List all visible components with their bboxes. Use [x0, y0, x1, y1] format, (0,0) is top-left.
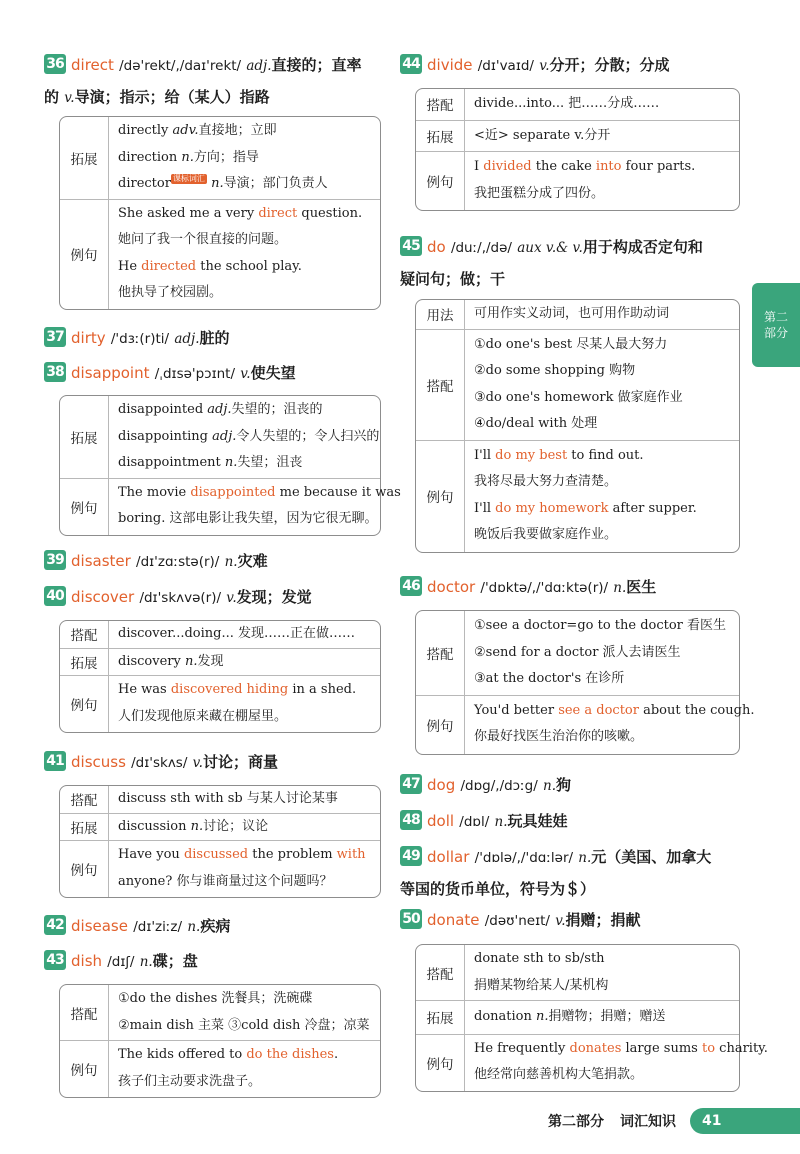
list-item: [118, 118, 371, 145]
meaning: 用于构成否定句和: [582, 238, 703, 256]
collocation: ④do/deal with 处理: [474, 416, 598, 431]
list-item: disappointment n.失望；沮丧: [118, 455, 303, 470]
collocation: ③at the doctor's 在诊所: [474, 671, 625, 686]
example-sentence: He directed the school play.: [118, 258, 302, 274]
row-label: 搭配: [416, 89, 465, 120]
side-tab-line: 第二: [763, 310, 788, 324]
entry-dollar: [400, 842, 740, 905]
entry-dish: [44, 946, 381, 978]
phonetic: /ˌdɪsə'pɔɪnt/: [154, 366, 236, 382]
headword: do: [427, 238, 446, 256]
meaning: 灾难: [237, 552, 268, 570]
highlight: divided: [483, 159, 532, 174]
entry-heading-cont: [44, 82, 381, 114]
entry-disappoint: [44, 358, 381, 390]
entry-heading: [44, 50, 381, 82]
table-row: [416, 695, 755, 754]
entry-table: [59, 395, 401, 536]
part-of-speech: n.: [224, 554, 238, 570]
row-label: 搭配: [416, 330, 465, 440]
meaning: 医生: [626, 578, 657, 596]
row-label: 例句: [60, 200, 109, 309]
entry-table: [415, 610, 755, 755]
table-row: [60, 478, 401, 535]
entry-doctor: [400, 572, 740, 604]
row-label: 拓展: [60, 117, 109, 199]
entry-number: 49: [400, 846, 422, 866]
headword: donate: [427, 911, 480, 929]
collocation: donate sth to sb/sth: [474, 951, 605, 966]
highlight: disappointed: [190, 484, 276, 500]
entry-discuss: [44, 747, 381, 779]
list-item: discussion n.讨论；议论: [118, 818, 269, 834]
collocation: 捐赠某物给某人/某机构: [474, 977, 609, 993]
entry-heading: [400, 806, 740, 838]
collocation: ①do one's best 尽某人最大努力: [474, 336, 668, 352]
meaning: 狗: [556, 776, 572, 794]
table-row: [60, 1040, 380, 1097]
example-sentence: He was discovered hiding in a shed.: [118, 682, 357, 697]
example-translation: 他执导了校园剧。: [118, 285, 223, 300]
list-item: disappointed adj.失望的；沮丧的: [118, 402, 323, 417]
entry-table: [59, 116, 381, 310]
entry-number: 48: [400, 810, 422, 830]
table-row: [60, 675, 380, 732]
entry-dirty: [44, 323, 381, 355]
meaning: 脏的: [199, 329, 230, 347]
collocation: discover...doing... 发现……正在做……: [118, 626, 356, 641]
part-of-speech: v.: [555, 913, 566, 929]
part-of-speech: aux v.& v.: [517, 240, 583, 256]
meaning: 导演；指示；给（某人）指路: [74, 88, 270, 106]
row-label: 例句: [416, 441, 465, 552]
entry-number: 37: [44, 327, 66, 347]
part-of-speech: v.: [539, 58, 550, 74]
entry-number: 41: [44, 751, 66, 771]
section-side-tab: [752, 283, 800, 367]
word: directly: [118, 123, 169, 138]
entry-heading: [400, 232, 740, 264]
phonetic: /dɪ'skʌvə(r)/: [139, 590, 222, 606]
highlight: into: [595, 159, 622, 174]
entry-heading: [44, 946, 381, 978]
example-sentence: I'll do my best to find out.: [474, 447, 644, 463]
table-row: [416, 300, 739, 329]
highlight: discovered hiding: [170, 682, 289, 697]
entry-heading: [400, 572, 740, 604]
part-of-speech: n.: [139, 954, 153, 970]
list-item: disappointing adj.令人失望的；令人扫兴的: [118, 428, 380, 444]
headword: divide: [427, 56, 473, 74]
phonetic: /'dɒktə/,/'dɑːktə(r)/: [480, 580, 609, 596]
entry-heading: [400, 842, 740, 874]
table-row: [416, 120, 739, 152]
part-of-speech: n.: [187, 919, 201, 935]
meaning: 导演；部门负责人: [223, 176, 328, 191]
row-label: 拓展: [60, 649, 109, 676]
example-sentence: He frequently donates large sums to charity.: [474, 1040, 768, 1056]
headword: dog: [427, 776, 456, 794]
entry-table: [415, 299, 740, 553]
synonym: <近> separate v.分开: [474, 127, 611, 143]
collocation: ②main dish 主菜 ③cold dish 冷盘；凉菜: [118, 1017, 370, 1033]
headword: dish: [71, 952, 103, 970]
meaning: 分开；分散；分成: [549, 56, 670, 74]
collocation: divide...into... 把……分成……: [474, 96, 660, 111]
row-label: 例句: [416, 696, 465, 754]
phonetic: /dɪ'ziːz/: [133, 919, 183, 935]
table-row: [416, 1034, 768, 1091]
headword: disaster: [71, 552, 131, 570]
headword: doll: [427, 812, 455, 830]
entry-heading: [44, 747, 381, 779]
example-sentence: anyone? 你与谁商量过这个问题吗？: [118, 873, 333, 889]
collocation: ①see a doctor=go to the doctor 看医生: [474, 618, 727, 633]
part-of-speech: v.: [240, 366, 251, 382]
meaning: 疾病: [200, 917, 231, 935]
phonetic: /də'rekt/,/daɪ'rekt/: [119, 58, 242, 74]
example-sentence: I divided the cake into four parts.: [474, 159, 696, 174]
table-row: [60, 786, 380, 813]
table-row: [416, 945, 739, 1000]
entry-number: 45: [400, 236, 422, 256]
phonetic: /dɪ'zɑːstə(r)/: [136, 554, 220, 570]
table-row: [60, 813, 380, 841]
word: director: [118, 176, 171, 191]
table-row: [60, 648, 380, 676]
row-label: 例句: [60, 841, 109, 897]
example-translation: 晚饭后我要做家庭作业。: [474, 527, 618, 542]
row-label: 例句: [60, 1041, 109, 1097]
headword: dirty: [71, 329, 106, 347]
row-label: 用法: [416, 300, 465, 329]
table-row: [60, 199, 380, 309]
entry-dog: [400, 770, 740, 802]
meaning: 使失望: [250, 364, 296, 382]
row-label: 例句: [416, 152, 465, 210]
collocation: ①do the dishes 洗餐具；洗碗碟: [118, 991, 313, 1006]
entry-heading: [44, 546, 381, 578]
entry-table: [59, 984, 381, 1098]
meaning: 等国的货币单位，符号为＄）: [400, 880, 596, 898]
meaning: 直接的；直率: [271, 56, 362, 74]
row-label: 搭配: [416, 611, 465, 695]
entry-heading: [44, 358, 381, 390]
entry-table: [59, 620, 381, 733]
row-label: 搭配: [60, 985, 109, 1040]
entry-donate: [400, 905, 740, 937]
meaning: 讨论；商量: [202, 753, 278, 771]
example-sentence: Have you discussed the problem with: [118, 847, 366, 862]
row-label: 拓展: [60, 814, 109, 841]
meaning: 发现；发觉: [236, 588, 312, 606]
entry-discover: [44, 582, 381, 614]
entry-number: 40: [44, 586, 66, 606]
example-sentence: She asked me a very direct question.: [118, 205, 363, 221]
table-row: [416, 1000, 739, 1034]
side-tab-line: 部分: [763, 326, 788, 340]
example-translation: 人们发现他原来藏在棚屋里。: [118, 708, 288, 724]
pos: adv.: [172, 123, 199, 138]
page-number: 41: [690, 1108, 800, 1134]
phonetic: /dɒg/,/dɔːg/: [460, 778, 538, 794]
part-of-speech: adj.: [174, 331, 200, 347]
entry-heading: [400, 905, 740, 937]
entry-heading: [44, 582, 381, 614]
table-row: [60, 840, 380, 897]
entry-divide: [400, 50, 740, 82]
entry-heading-cont: [400, 874, 740, 905]
word: direction: [118, 149, 178, 165]
list-item: discovery n.发现: [118, 653, 224, 669]
highlight: see a doctor: [558, 702, 639, 718]
example-sentence: The kids offered to do the dishes.: [118, 1047, 339, 1062]
entry-table: [415, 88, 740, 211]
entry-heading: [400, 50, 740, 82]
example-translation: 她问了我一个很直接的问题。: [118, 232, 288, 247]
headword: dollar: [427, 848, 470, 866]
meaning: 元（美国、加拿大: [591, 848, 712, 866]
entry-doll: [400, 806, 740, 838]
entry-heading-cont: [400, 264, 740, 295]
highlight: do my best: [495, 447, 568, 463]
headword: disappoint: [71, 364, 150, 382]
meaning: 方向；指导: [193, 149, 259, 165]
footer-title: 词汇知识: [620, 1114, 676, 1130]
footer-section: 第二部分: [548, 1114, 604, 1130]
highlight: directed: [141, 258, 197, 274]
row-label: 搭配: [60, 621, 109, 648]
row-label: 例句: [60, 676, 109, 732]
row-label: 例句: [416, 1035, 465, 1091]
headword: direct: [71, 56, 114, 74]
example-translation: 你最好找医生治治你的咳嗽。: [474, 729, 644, 744]
highlight: direct: [258, 205, 298, 221]
example-sentence: boring. 这部电影让我失望，因为它很无聊。: [118, 511, 378, 526]
entry-disaster: [44, 546, 381, 578]
phonetic: /dɪ'skʌs/: [131, 755, 188, 771]
entry-do: [400, 232, 740, 295]
entry-table: [415, 944, 768, 1092]
entry-disease: [44, 911, 381, 943]
row-label: 例句: [60, 479, 109, 535]
row-label: 拓展: [60, 396, 109, 478]
collocation: ③do one's homework 做家庭作业: [474, 389, 683, 405]
example-sentence: You'd better see a doctor about the cough.: [474, 702, 755, 718]
curriculum-badge: 课标词汇: [172, 174, 205, 183]
part-of-speech: n.: [543, 778, 556, 794]
part-of-speech: v.: [64, 90, 75, 106]
table-row: [60, 396, 380, 478]
highlight: do my homework: [495, 500, 609, 516]
part-of-speech: adj.: [246, 58, 272, 74]
row-label: 搭配: [60, 786, 109, 813]
highlight: discussed: [183, 847, 249, 862]
table-row: [60, 621, 380, 648]
entry-heading: [400, 770, 740, 802]
list-item: [118, 171, 371, 198]
list-item: donation n.捐赠物；捐赠；赠送: [474, 1009, 666, 1024]
highlight: donates: [569, 1040, 622, 1056]
meaning: 直接地；立即: [198, 123, 277, 138]
pos: n.: [181, 149, 194, 165]
meaning: 碟；盘: [152, 952, 198, 970]
row-label: 拓展: [416, 1001, 465, 1034]
collocation: ②send for a doctor 派人去请医生: [474, 644, 681, 660]
pos: n.: [211, 176, 224, 191]
phonetic: /dɪ'vaɪd/: [477, 58, 534, 74]
headword: disease: [71, 917, 128, 935]
phonetic: /dəʊ'neɪt/: [484, 913, 550, 929]
headword: doctor: [427, 578, 476, 596]
entry-table: [59, 785, 381, 898]
highlight: do the dishes: [246, 1047, 334, 1062]
part-of-speech: n.: [494, 814, 508, 830]
entry-number: 38: [44, 362, 66, 382]
page-footer: [548, 1108, 800, 1134]
table-row: [416, 440, 739, 552]
phonetic: /'dɒlə/,/'dɑːlər/: [474, 850, 574, 866]
collocation: ②do some shopping 购物: [474, 363, 636, 378]
entry-number: 36: [44, 54, 66, 74]
table-row: [60, 985, 380, 1040]
part-of-speech: v.: [192, 755, 203, 771]
example-sentence: I'll do my homework after supper.: [474, 500, 697, 516]
collocation: discuss sth with sb 与某人讨论某事: [118, 791, 338, 806]
table-row: [416, 611, 739, 695]
headword: discuss: [71, 753, 126, 771]
meaning-cont: 的: [44, 88, 60, 106]
part-of-speech: n.: [578, 850, 592, 866]
entry-number: 43: [44, 950, 66, 970]
highlight: with: [336, 847, 366, 862]
table-row: [416, 329, 739, 440]
phonetic: /'dɜː(r)ti/: [110, 331, 170, 347]
example-translation: 他经常向慈善机构大笔捐款。: [474, 1067, 644, 1082]
meaning: 捐赠；捐献: [565, 911, 641, 929]
meaning: 玩具娃娃: [507, 812, 568, 830]
example-translation: 我把蛋糕分成了四份。: [474, 185, 605, 201]
table-row: [416, 89, 739, 120]
example-translation: 我将尽最大努力查清楚。: [474, 474, 618, 489]
table-row: [416, 151, 739, 210]
phonetic: /dɒl/: [459, 814, 490, 830]
list-item: [118, 145, 371, 172]
usage-note: 可用作实义动词，也可用作助动词: [474, 306, 670, 321]
example-sentence: The movie disappointed me because it was: [118, 484, 401, 500]
phonetic: /duː/,/də/: [450, 240, 512, 256]
headword: discover: [71, 588, 135, 606]
highlight: to: [701, 1040, 716, 1056]
row-label: 拓展: [416, 121, 465, 152]
row-label: 搭配: [416, 945, 465, 1000]
part-of-speech: v.: [226, 590, 237, 606]
phonetic: /dɪʃ/: [107, 954, 135, 970]
example-translation: 孩子们主动要求洗盘子。: [118, 1073, 262, 1089]
entry-heading: [44, 911, 381, 943]
entry-number: 44: [400, 54, 422, 74]
entry-heading: [44, 323, 381, 355]
entry-number: 42: [44, 915, 66, 935]
entry-number: 50: [400, 909, 422, 929]
entry-number: 47: [400, 774, 422, 794]
table-row: [60, 117, 380, 199]
entry-number: 39: [44, 550, 66, 570]
entry-number: 46: [400, 576, 422, 596]
entry-direct: [44, 50, 381, 114]
meaning: 疑问句；做；干: [400, 270, 506, 288]
part-of-speech: n.: [613, 580, 627, 596]
